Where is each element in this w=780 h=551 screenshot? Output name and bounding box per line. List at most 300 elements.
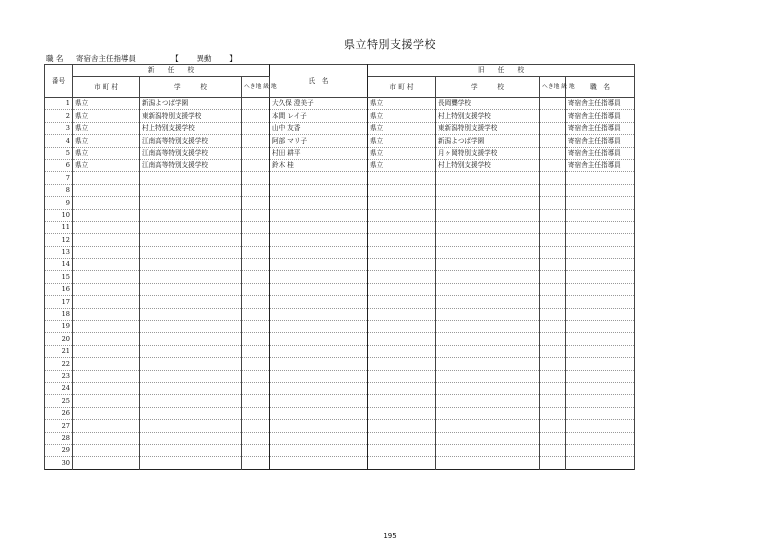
table-row: [45, 420, 635, 432]
old-school-cell: [436, 271, 540, 283]
old-municipality-cell: [368, 308, 436, 320]
new-municipality-cell: [73, 296, 140, 308]
new-school-cell: [140, 271, 242, 283]
position-header: [46, 53, 242, 64]
old-remote-area-cell: [540, 246, 566, 258]
old-school-cell: 村上特別支援学校: [436, 159, 540, 171]
new-school-cell: [140, 221, 242, 233]
new-school-cell: 江南高等特別支援学校: [140, 135, 242, 147]
name-cell: [270, 333, 368, 345]
header-new-school-group: 新 任 校: [73, 65, 270, 77]
old-remote-area-cell: [540, 444, 566, 456]
old-school-cell: 月ヶ岡特別支援学校: [436, 147, 540, 159]
new-school-cell: [140, 172, 242, 184]
name-cell: [270, 197, 368, 209]
new-municipality-cell: [73, 395, 140, 407]
position-cell: [566, 259, 635, 271]
row-number: 13: [45, 246, 73, 258]
old-school-cell: [436, 221, 540, 233]
name-cell: [270, 234, 368, 246]
new-school-cell: [140, 457, 242, 469]
table-row: [45, 358, 635, 370]
new-municipality-cell: 県立: [73, 147, 140, 159]
old-municipality-cell: [368, 382, 436, 394]
old-municipality-cell: [368, 358, 436, 370]
row-number: 21: [45, 345, 73, 357]
new-remote-area-cell: [242, 321, 270, 333]
header-old-remote-area: へき地 級 地: [540, 77, 566, 98]
old-school-cell: [436, 395, 540, 407]
table-row: [45, 370, 635, 382]
position-cell: [566, 271, 635, 283]
row-number: 6: [45, 159, 73, 171]
new-municipality-cell: 県立: [73, 98, 140, 110]
position-cell: [566, 370, 635, 382]
position-cell: [566, 321, 635, 333]
new-school-cell: 村上特別支援学校: [140, 122, 242, 134]
old-municipality-cell: [368, 321, 436, 333]
old-school-cell: [436, 296, 540, 308]
row-number: 2: [45, 110, 73, 122]
old-municipality-cell: [368, 246, 436, 258]
new-municipality-cell: [73, 246, 140, 258]
position-cell: 寄宿舎主任指導員: [566, 135, 635, 147]
old-remote-area-cell: [540, 159, 566, 171]
row-number: 12: [45, 234, 73, 246]
position-cell: [566, 308, 635, 320]
new-school-cell: [140, 321, 242, 333]
row-number: 15: [45, 271, 73, 283]
table-row: [45, 159, 635, 171]
position-cell: 寄宿舎主任指導員: [566, 110, 635, 122]
position-cell: [566, 382, 635, 394]
table-row: [45, 283, 635, 295]
name-cell: [270, 432, 368, 444]
old-municipality-cell: [368, 234, 436, 246]
old-school-cell: [436, 333, 540, 345]
old-remote-area-cell: [540, 333, 566, 345]
new-school-cell: 東新潟特別支援学校: [140, 110, 242, 122]
name-cell: [270, 382, 368, 394]
new-remote-area-cell: [242, 420, 270, 432]
name-cell: [270, 444, 368, 456]
new-remote-area-cell: [242, 98, 270, 110]
bracket-open: 【: [171, 54, 179, 63]
table-row: [45, 147, 635, 159]
new-school-cell: [140, 370, 242, 382]
old-remote-area-cell: [540, 184, 566, 196]
position-cell: 寄宿舎主任指導員: [566, 98, 635, 110]
transfer-table: [44, 64, 635, 470]
new-school-cell: [140, 420, 242, 432]
position-value: 寄宿舎主任指導員: [76, 54, 136, 63]
header-name: 氏 名: [270, 65, 368, 98]
name-cell: [270, 184, 368, 196]
new-municipality-cell: [73, 271, 140, 283]
old-municipality-cell: [368, 333, 436, 345]
new-school-cell: [140, 296, 242, 308]
table-row: [45, 221, 635, 233]
name-cell: [270, 395, 368, 407]
table-row: [45, 333, 635, 345]
header-new-school: 学 校: [140, 77, 242, 98]
old-municipality-cell: [368, 395, 436, 407]
new-school-cell: [140, 407, 242, 419]
new-remote-area-cell: [242, 135, 270, 147]
table-row: [45, 321, 635, 333]
row-number: 29: [45, 444, 73, 456]
table-body: [45, 98, 635, 470]
position-cell: [566, 209, 635, 221]
old-municipality-cell: [368, 259, 436, 271]
row-number: 11: [45, 221, 73, 233]
new-municipality-cell: [73, 234, 140, 246]
old-remote-area-cell: [540, 321, 566, 333]
old-school-cell: [436, 382, 540, 394]
table-row: [45, 432, 635, 444]
new-remote-area-cell: [242, 259, 270, 271]
new-remote-area-cell: [242, 345, 270, 357]
old-municipality-cell: [368, 444, 436, 456]
new-remote-area-cell: [242, 382, 270, 394]
old-remote-area-cell: [540, 345, 566, 357]
new-remote-area-cell: [242, 358, 270, 370]
old-municipality-cell: [368, 197, 436, 209]
position-cell: [566, 283, 635, 295]
old-municipality-cell: 県立: [368, 98, 436, 110]
old-school-cell: [436, 345, 540, 357]
old-remote-area-cell: [540, 135, 566, 147]
table-row: [45, 271, 635, 283]
old-municipality-cell: [368, 172, 436, 184]
row-number: 20: [45, 333, 73, 345]
row-number: 28: [45, 432, 73, 444]
position-cell: [566, 457, 635, 469]
position-cell: [566, 197, 635, 209]
new-municipality-cell: [73, 283, 140, 295]
new-remote-area-cell: [242, 209, 270, 221]
old-remote-area-cell: [540, 358, 566, 370]
new-remote-area-cell: [242, 395, 270, 407]
new-municipality-cell: [73, 172, 140, 184]
new-municipality-cell: 県立: [73, 110, 140, 122]
new-municipality-cell: 県立: [73, 135, 140, 147]
name-cell: [270, 420, 368, 432]
old-school-cell: [436, 283, 540, 295]
old-school-cell: 新潟よつば学園: [436, 135, 540, 147]
old-municipality-cell: 県立: [368, 135, 436, 147]
old-school-cell: [436, 246, 540, 258]
position-cell: 寄宿舎主任指導員: [566, 122, 635, 134]
old-remote-area-cell: [540, 259, 566, 271]
new-school-cell: [140, 382, 242, 394]
new-municipality-cell: [73, 321, 140, 333]
new-municipality-cell: 県立: [73, 159, 140, 171]
old-school-cell: [436, 444, 540, 456]
name-cell: 鈴木 桂: [270, 159, 368, 171]
name-cell: [270, 271, 368, 283]
bracket-close: 】: [229, 54, 237, 63]
old-remote-area-cell: [540, 432, 566, 444]
row-number: 19: [45, 321, 73, 333]
old-municipality-cell: [368, 271, 436, 283]
old-municipality-cell: [368, 407, 436, 419]
old-municipality-cell: [368, 209, 436, 221]
position-cell: [566, 333, 635, 345]
row-number: 26: [45, 407, 73, 419]
name-cell: [270, 308, 368, 320]
new-municipality-cell: [73, 197, 140, 209]
old-remote-area-cell: [540, 407, 566, 419]
new-school-cell: [140, 209, 242, 221]
new-school-cell: [140, 444, 242, 456]
new-remote-area-cell: [242, 457, 270, 469]
old-municipality-cell: 県立: [368, 110, 436, 122]
row-number: 7: [45, 172, 73, 184]
new-municipality-cell: [73, 420, 140, 432]
name-cell: 本間 レイ子: [270, 110, 368, 122]
new-municipality-cell: 県立: [73, 122, 140, 134]
new-remote-area-cell: [242, 432, 270, 444]
old-municipality-cell: [368, 283, 436, 295]
table-row: [45, 122, 635, 134]
new-school-cell: [140, 432, 242, 444]
position-cell: [566, 172, 635, 184]
old-remote-area-cell: [540, 457, 566, 469]
new-municipality-cell: [73, 432, 140, 444]
table-row: [45, 135, 635, 147]
header-position: 職 名: [566, 77, 635, 98]
position-cell: [566, 184, 635, 196]
old-remote-area-cell: [540, 172, 566, 184]
new-municipality-cell: [73, 382, 140, 394]
old-school-cell: [436, 370, 540, 382]
new-municipality-cell: [73, 444, 140, 456]
new-school-cell: [140, 283, 242, 295]
position-cell: [566, 358, 635, 370]
name-cell: [270, 321, 368, 333]
old-remote-area-cell: [540, 283, 566, 295]
row-number: 24: [45, 382, 73, 394]
row-number: 9: [45, 197, 73, 209]
table-row: [45, 308, 635, 320]
new-school-cell: [140, 234, 242, 246]
name-cell: [270, 259, 368, 271]
new-remote-area-cell: [242, 283, 270, 295]
old-municipality-cell: 県立: [368, 159, 436, 171]
row-number: 18: [45, 308, 73, 320]
position-cell: [566, 221, 635, 233]
change-type: 異動: [196, 54, 212, 63]
position-cell: [566, 345, 635, 357]
new-remote-area-cell: [242, 444, 270, 456]
position-cell: [566, 444, 635, 456]
new-school-cell: [140, 184, 242, 196]
name-cell: [270, 172, 368, 184]
table-row: [45, 98, 635, 110]
table-row: [45, 395, 635, 407]
position-cell: [566, 432, 635, 444]
table-row: [45, 234, 635, 246]
old-municipality-cell: [368, 457, 436, 469]
name-cell: [270, 370, 368, 382]
old-remote-area-cell: [540, 197, 566, 209]
new-school-cell: 新潟よつば学園: [140, 98, 242, 110]
old-school-cell: [436, 197, 540, 209]
old-school-cell: 東新潟特別支援学校: [436, 122, 540, 134]
new-school-cell: [140, 333, 242, 345]
new-municipality-cell: [73, 457, 140, 469]
table-row: [45, 110, 635, 122]
row-number: 14: [45, 259, 73, 271]
new-municipality-cell: [73, 184, 140, 196]
old-remote-area-cell: [540, 209, 566, 221]
new-remote-area-cell: [242, 197, 270, 209]
table-row: [45, 209, 635, 221]
row-number: 1: [45, 98, 73, 110]
old-school-cell: [436, 308, 540, 320]
name-cell: 村田 耕平: [270, 147, 368, 159]
table-row: [45, 444, 635, 456]
table-row: [45, 197, 635, 209]
new-remote-area-cell: [242, 184, 270, 196]
old-remote-area-cell: [540, 395, 566, 407]
new-municipality-cell: [73, 407, 140, 419]
header-old-municipality: 市 町 村: [368, 77, 436, 98]
old-remote-area-cell: [540, 234, 566, 246]
new-remote-area-cell: [242, 370, 270, 382]
header-number: 番号: [45, 65, 73, 98]
position-cell: 寄宿舎主任指導員: [566, 159, 635, 171]
new-remote-area-cell: [242, 147, 270, 159]
table-row: [45, 246, 635, 258]
name-cell: 山中 友香: [270, 122, 368, 134]
old-remote-area-cell: [540, 110, 566, 122]
name-cell: 阿部 マリ子: [270, 135, 368, 147]
new-school-cell: 江南高等特別支援学校: [140, 159, 242, 171]
table-row: [45, 407, 635, 419]
name-cell: [270, 246, 368, 258]
new-remote-area-cell: [242, 246, 270, 258]
old-remote-area-cell: [540, 370, 566, 382]
new-municipality-cell: [73, 209, 140, 221]
old-municipality-cell: [368, 420, 436, 432]
new-school-cell: [140, 395, 242, 407]
new-municipality-cell: [73, 358, 140, 370]
new-remote-area-cell: [242, 271, 270, 283]
new-remote-area-cell: [242, 159, 270, 171]
old-remote-area-cell: [540, 296, 566, 308]
name-cell: [270, 457, 368, 469]
new-school-cell: [140, 246, 242, 258]
table-row: [45, 345, 635, 357]
new-school-cell: [140, 197, 242, 209]
name-cell: [270, 283, 368, 295]
old-remote-area-cell: [540, 147, 566, 159]
name-cell: [270, 345, 368, 357]
old-remote-area-cell: [540, 420, 566, 432]
new-school-cell: [140, 259, 242, 271]
header-old-school-group: 旧 任 校: [368, 65, 635, 77]
old-school-cell: [436, 457, 540, 469]
page-number: 195: [383, 532, 397, 540]
old-school-cell: [436, 420, 540, 432]
document-title: 県立特別支援学校: [344, 38, 436, 51]
name-cell: [270, 358, 368, 370]
header-new-remote-area: へき地 級 地: [242, 77, 270, 98]
new-school-cell: [140, 345, 242, 357]
name-cell: [270, 209, 368, 221]
row-number: 8: [45, 184, 73, 196]
new-remote-area-cell: [242, 221, 270, 233]
row-number: 30: [45, 457, 73, 469]
table-row: [45, 457, 635, 469]
new-municipality-cell: [73, 345, 140, 357]
name-cell: [270, 407, 368, 419]
header-new-municipality: 市 町 村: [73, 77, 140, 98]
new-municipality-cell: [73, 221, 140, 233]
old-municipality-cell: [368, 221, 436, 233]
new-remote-area-cell: [242, 296, 270, 308]
table-row: [45, 184, 635, 196]
table-row: [45, 172, 635, 184]
old-municipality-cell: [368, 370, 436, 382]
new-remote-area-cell: [242, 172, 270, 184]
old-remote-area-cell: [540, 308, 566, 320]
old-municipality-cell: [368, 432, 436, 444]
table-row: [45, 296, 635, 308]
position-cell: [566, 395, 635, 407]
position-cell: [566, 246, 635, 258]
new-municipality-cell: [73, 259, 140, 271]
old-school-cell: [436, 321, 540, 333]
old-school-cell: [436, 172, 540, 184]
old-school-cell: 長岡聾学校: [436, 98, 540, 110]
old-school-cell: [436, 358, 540, 370]
new-remote-area-cell: [242, 407, 270, 419]
old-school-cell: [436, 432, 540, 444]
position-cell: [566, 407, 635, 419]
new-municipality-cell: [73, 333, 140, 345]
name-cell: [270, 296, 368, 308]
old-remote-area-cell: [540, 221, 566, 233]
old-school-cell: [436, 407, 540, 419]
name-cell: [270, 221, 368, 233]
position-cell: 寄宿舎主任指導員: [566, 147, 635, 159]
row-number: 3: [45, 122, 73, 134]
row-number: 10: [45, 209, 73, 221]
old-municipality-cell: 県立: [368, 122, 436, 134]
new-municipality-cell: [73, 370, 140, 382]
old-school-cell: [436, 234, 540, 246]
old-municipality-cell: 県立: [368, 147, 436, 159]
new-remote-area-cell: [242, 308, 270, 320]
old-remote-area-cell: [540, 382, 566, 394]
new-school-cell: 江南高等特別支援学校: [140, 147, 242, 159]
row-number: 17: [45, 296, 73, 308]
row-number: 22: [45, 358, 73, 370]
old-school-cell: [436, 209, 540, 221]
table-header: [45, 65, 635, 98]
old-school-cell: 村上特別支援学校: [436, 110, 540, 122]
position-label: 職 名: [46, 54, 64, 63]
row-number: 16: [45, 283, 73, 295]
table-row: [45, 382, 635, 394]
new-school-cell: [140, 358, 242, 370]
row-number: 5: [45, 147, 73, 159]
position-cell: [566, 296, 635, 308]
old-school-cell: [436, 184, 540, 196]
